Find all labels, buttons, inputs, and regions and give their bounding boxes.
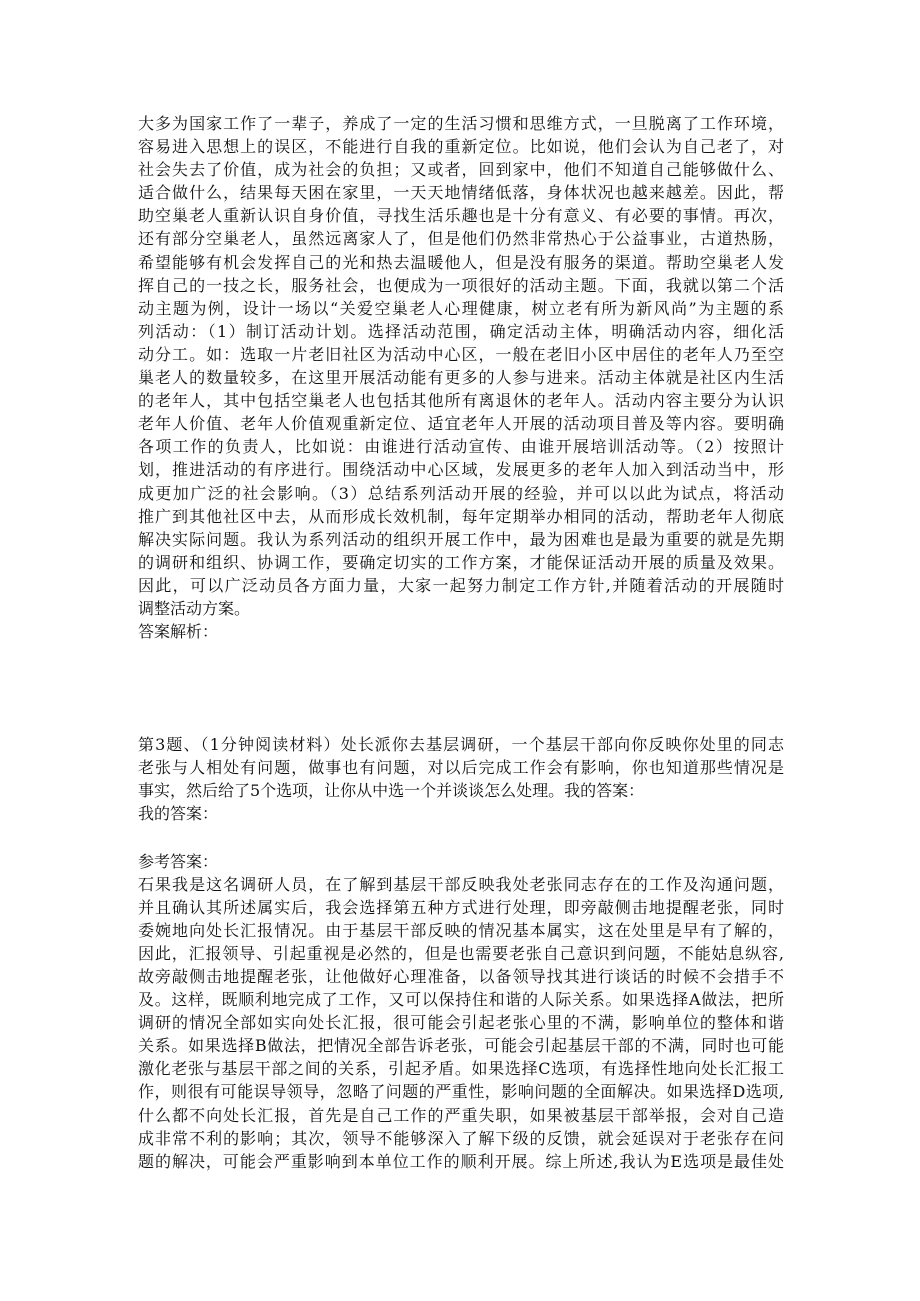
answer-analysis-label: 答案解析： (138, 622, 219, 642)
essay-line: 的老年人，其中包括空巢老人也包括其他所有离退休的老年人。活动内容主要分为认识 (138, 391, 784, 411)
essay-line: 还有部分空巢老人，虽然远离家人了，但是他们仍然非常热心于公益事业，古道热肠， (138, 229, 784, 249)
essay-line: 动分工。如：选取一片老旧社区为活动中心区，一般在老旧小区中居住的老年人乃至空 (138, 344, 784, 364)
section-spacer (138, 826, 784, 850)
essay-line: 因此，可以广泛动员各方面力量，大家一起努力制定工作方针,并随着活动的开展随时 (138, 575, 784, 595)
reference-answer-label: 参考答案： (138, 851, 219, 871)
reference-line: 委婉地向处长汇报情况。由于基层干部反映的情况基本属实，这在处里是早有了解的， (138, 920, 784, 940)
essay-line: 的调研和组织、协调工作，要确定切实的工作方案，才能保证活动开展的质量及效果。 (138, 552, 784, 572)
reference-line: 及。这样，既顺利地完成了工作，又可以保持住和谐的人际关系。如果选择A做法，把所 (138, 990, 784, 1010)
reference-line: 并且确认其所述属实后，我会选择第五种方式进行处理，即旁敲侧击地提醒老张，同时 (138, 897, 784, 917)
essay-line: 社会失去了价值，成为社会的负担；又或者，回到家中，他们不知道自己能够做什么、 (138, 160, 784, 180)
essay-line: 大多为国家工作了一辈子，养成了一定的生活习惯和思维方式，一旦脱离了工作环境， (138, 114, 784, 133)
section-spacer (138, 643, 784, 733)
essay-line: 巢老人的数量较多，在这里开展活动能有更多的人参与进来。活动主体就是社区内生活 (138, 368, 784, 388)
reference-line: 激化老张与基层干部之间的关系，引起矛盾。如果选择C选项，有选择性地向处长汇报工 (138, 1059, 784, 1079)
essay-line: 适合做什么，结果每天困在家里，一天天地情绪低落，身体状况也越来越差。因此，帮 (138, 183, 784, 203)
essay-line: 解决实际问题。我认为系列活动的组织开展工作中，最为困难也是最为重要的就是先期 (138, 529, 784, 549)
reference-line: 关系。如果选择B做法，把情况全部告诉老张，可能会引起基层干部的不满，同时也可能 (138, 1036, 784, 1056)
essay-line: 各项工作的负责人，比如说：由谁进行活动宣传、由谁开展培训活动等。（2）按照计 (138, 437, 784, 457)
essay-line: 希望能够有机会发挥自己的光和热去温暖他人，但是没有服务的渠道。帮助空巢老人发 (138, 252, 784, 272)
reference-line: 故旁敲侧击地提醒老张，让他做好心理准备，以备领导找其进行谈话的时候不会措手不 (138, 967, 784, 986)
reference-line: 作，则很有可能误导领导，忽略了问题的严重性，影响问题的全面解决。如果选择D选项, (138, 1082, 784, 1102)
essay-line: 助空巢老人重新认识自身价值，寻找生活乐趣也是十分有意义、有必要的事情。再次， (138, 206, 784, 226)
reference-line: 成非常不利的影响；其次，领导不能够深入了解下级的反馈，就会延误对于老张存在问 (138, 1128, 784, 1148)
essay-line: 调整活动方案。 (138, 598, 251, 618)
essay-line: 成更加广泛的社会影响。（3）总结系列活动开展的经验，并可以以此为试点，将活动 (138, 483, 784, 503)
question-line: 事实，然后给了5个选项，让你从中选一个并谈谈怎么处理。我的答案： (138, 781, 645, 801)
essay-line: 容易进入思想上的误区，不能进行自我的重新定位。比如说，他们会认为自己老了，对 (138, 137, 784, 157)
question-line: 第3题、（1分钟阅读材料）处长派你去基层调研，一个基层干部向你反映你处里的同志 (138, 735, 784, 755)
essay-line: 挥自己的一技之长，服务社会，也便成为一项很好的活动主题。下面，我就以第二个活 (138, 275, 784, 295)
essay-answer-block (138, 112, 784, 643)
essay-line: 老年人价值、老年人价值观重新定位、适宜老年人开展的活动项目普及等内容。要明确 (138, 414, 784, 434)
reference-line: 题的解决，可能会严重影响到本单位工作的顺利开展。综上所述,我认为E选项是最佳处 (138, 1151, 784, 1171)
reference-line: 调研的情况全部如实向处长汇报，很可能会引起老张心里的不满，影响单位的整体和谐 (138, 1013, 784, 1033)
reference-line: 因此，汇报领导、引起重视是必然的，但是也需要老张自己意识到问题，不能姑息纵容, (138, 943, 784, 963)
essay-line: 列活动：（1）制订活动计划。选择活动范围，确定活动主体，明确活动内容，细化活 (138, 321, 784, 341)
question-3-block (138, 733, 784, 1173)
question-line: 老张与人相处有问题，做事也有问题，对以后完成工作会有影响，你也知道那些情况是 (138, 758, 784, 778)
reference-line: 石果我是这名调研人员，在了解到基层干部反映我处老张同志存在的工作及沟通问题， (138, 874, 784, 894)
document-page (138, 112, 784, 1173)
essay-line: 划，推进活动的有序进行。围绕活动中心区域，发展更多的老年人加入到活动当中，形 (138, 460, 784, 480)
my-answer-label: 我的答案： (138, 804, 219, 824)
essay-line: 动主题为例，设计一场以“关爱空巢老人心理健康，树立老有所为新风尚”为主题的系 (138, 298, 784, 318)
reference-line: 什么都不向处长汇报，首先是自己工作的严重失职，如果被基层干部举报，会对自己造 (138, 1105, 784, 1125)
essay-line: 推广到其他社区中去，从而形成长效机制，每年定期举办相同的活动，帮助老年人彻底 (138, 506, 784, 526)
